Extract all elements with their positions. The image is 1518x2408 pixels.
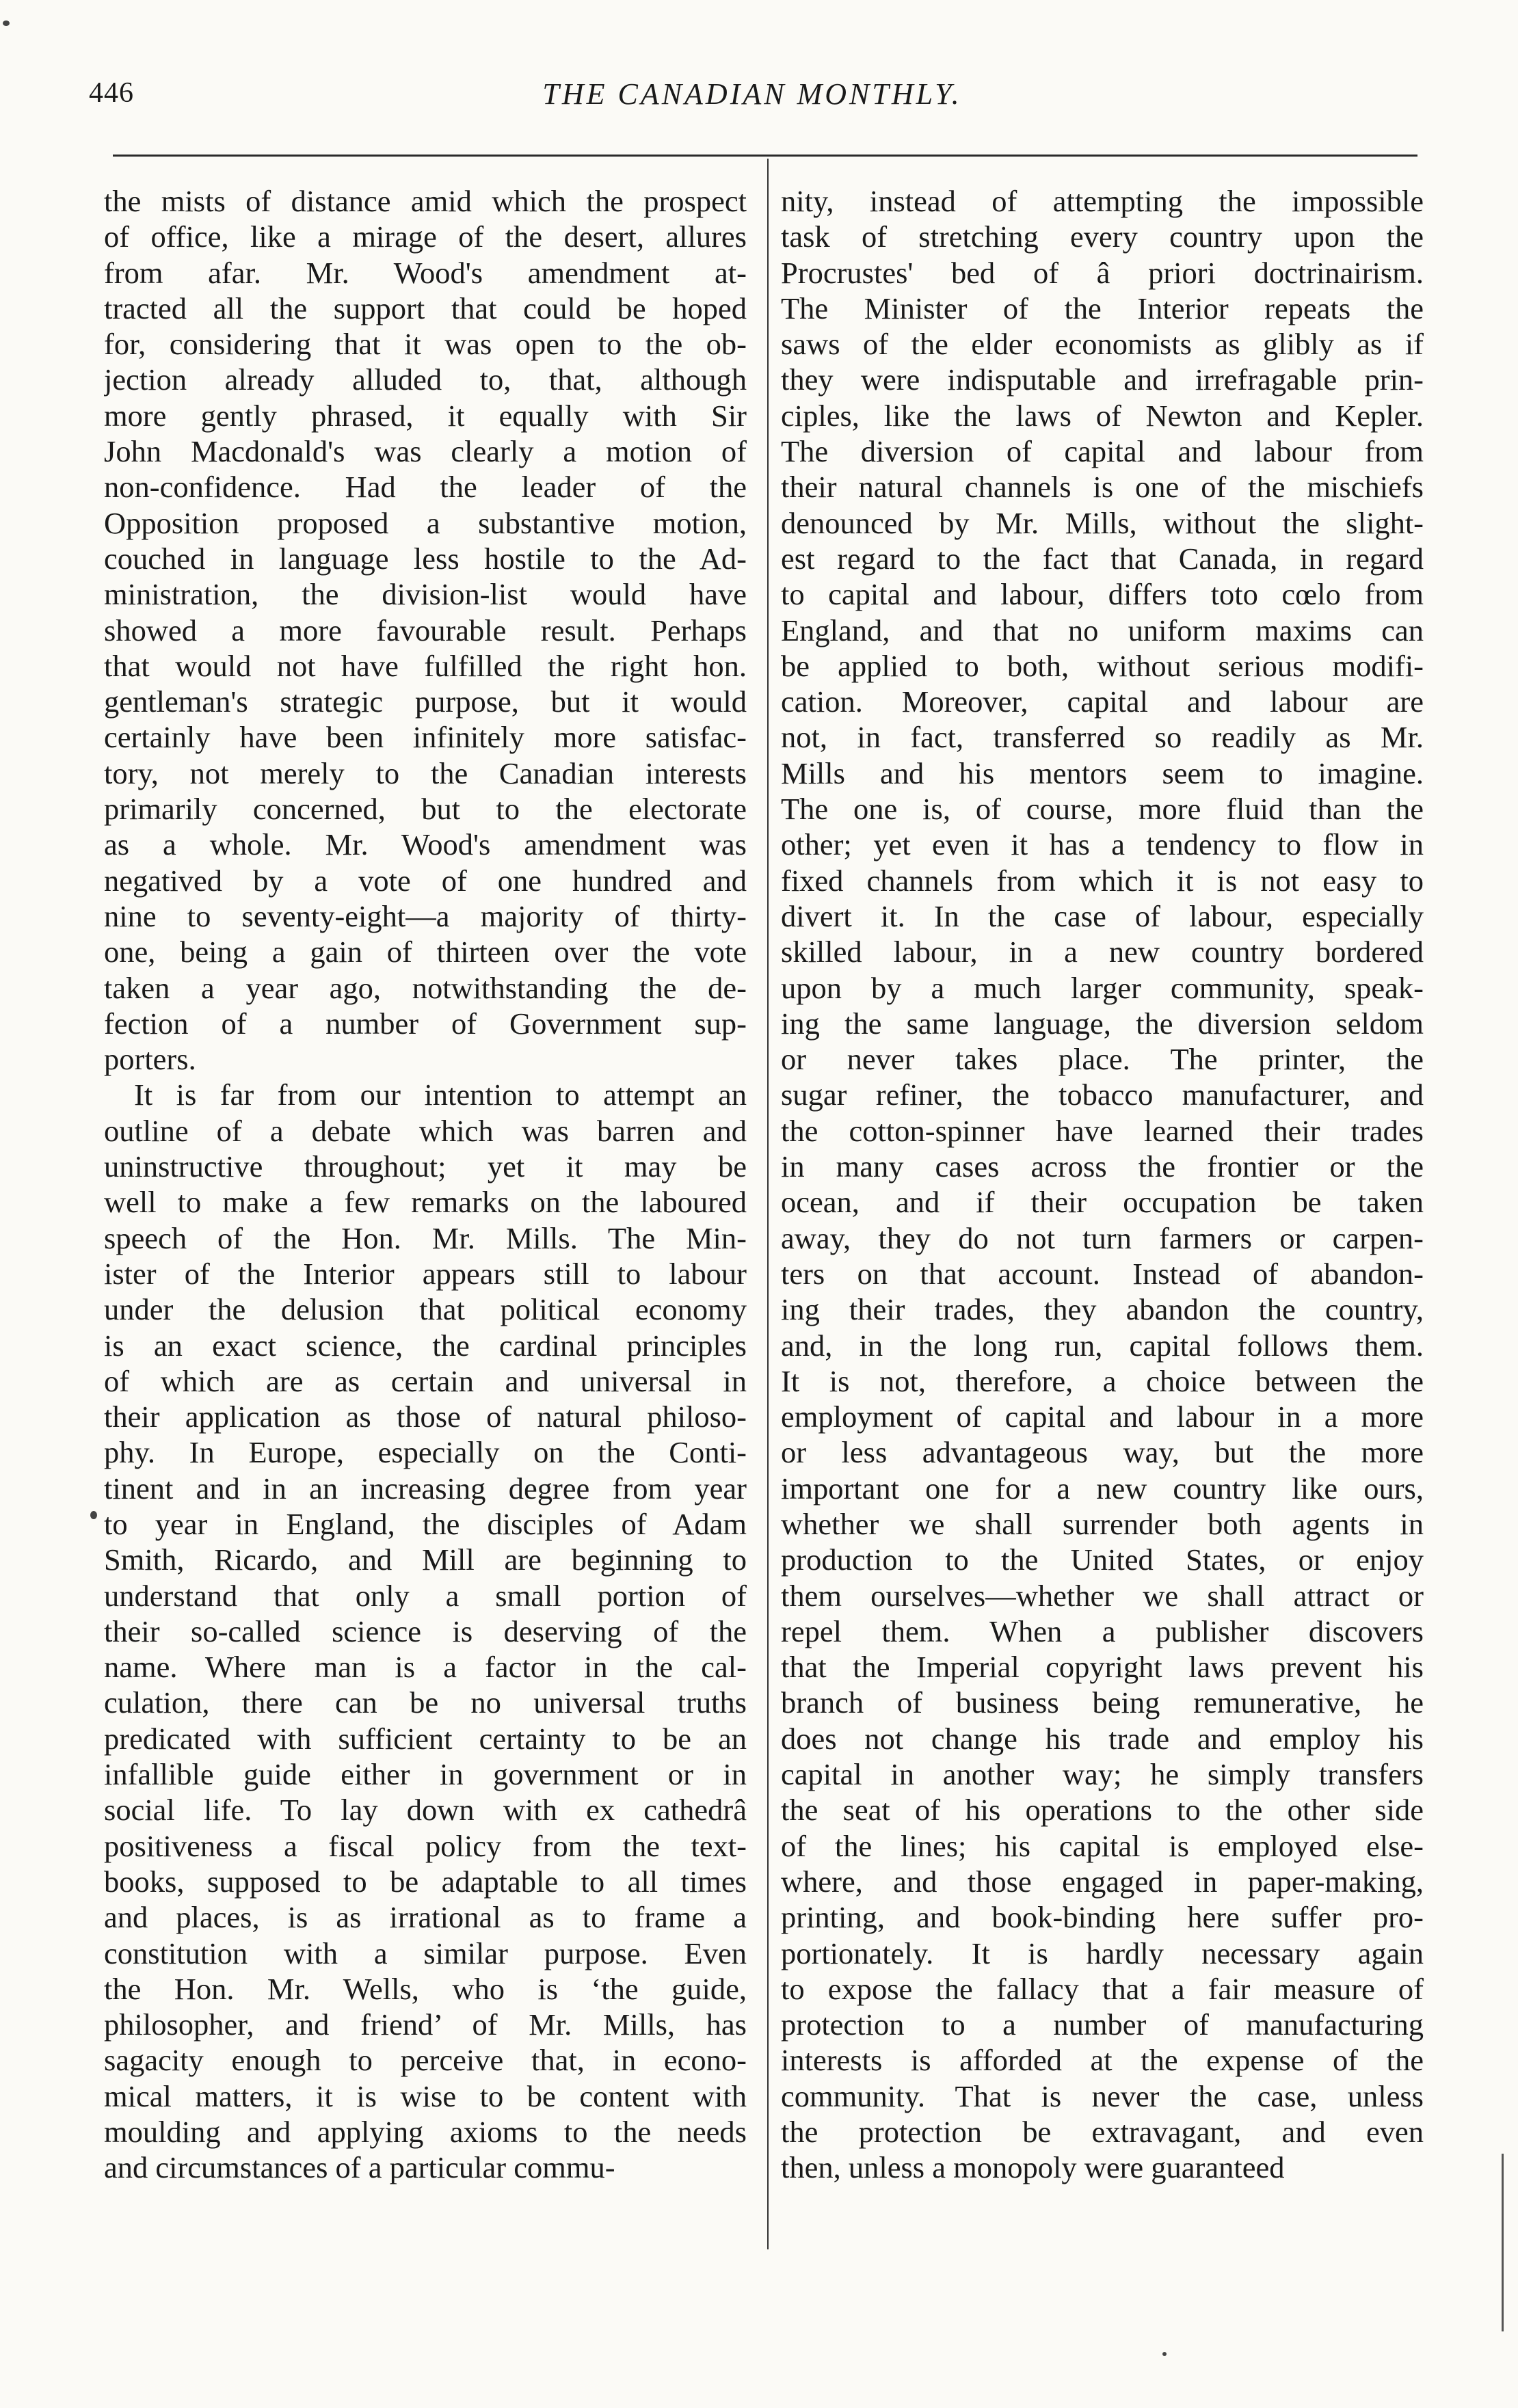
running-title: THE CANADIAN MONTHLY.	[542, 77, 962, 111]
text-line: porters.	[104, 1042, 196, 1077]
text-line: capital in another way; he simply transfers	[781, 1757, 1424, 1792]
text-line: their so-called science is deserving of the	[104, 1614, 747, 1648]
text-line: of the lines; his capital is employed else-	[781, 1828, 1424, 1863]
text-line: certainly have been infinitely more satisfac-	[104, 720, 747, 755]
text-line: the protection be extravagant, and even	[781, 2115, 1424, 2150]
text-line: fixed channels from which it is not easy to	[781, 863, 1424, 898]
text-line: ocean, and if their occupation be taken	[781, 1185, 1424, 1220]
text-line: tory, not merely to the Canadian interests	[104, 755, 747, 790]
text-line: other; yet even it has a tendency to flow in	[781, 827, 1424, 862]
text-line: social life. To lay down with ex cathedrâ	[104, 1793, 747, 1828]
text-line: denounced by Mr. Mills, without the slight-	[781, 505, 1424, 540]
text-line: ister of the Interior appears still to labour	[104, 1256, 747, 1291]
text-line: cation. Moreover, capital and labour are	[781, 684, 1424, 719]
text-line: John Macdonald's was clearly a motion of	[104, 434, 747, 469]
text-line: divert it. In the case of labour, especially	[781, 898, 1424, 933]
text-line: important one for a new country like ours,	[781, 1471, 1424, 1506]
text-line: printing, and book-binding here suffer pro-	[781, 1900, 1424, 1935]
text-line: The diversion of capital and labour from	[781, 434, 1424, 469]
text-line: mical matters, it is wise to be content with	[104, 2078, 747, 2113]
text-line: to capital and labour, differs toto cœlo from	[781, 577, 1424, 612]
text-line: away, they do not turn farmers or carpen-	[781, 1220, 1424, 1255]
text-line: The Minister of the Interior repeats the	[781, 291, 1424, 325]
text-line: ciples, like the laws of Newton and Kepler.	[781, 398, 1424, 433]
left-column	[104, 183, 747, 2186]
text-line: ministration, the division-list would have	[104, 577, 747, 612]
text-line: as a whole. Mr. Wood's amendment was	[104, 827, 747, 862]
text-line: England, and that no uniform maxims can	[781, 613, 1424, 647]
text-line: Opposition proposed a substantive motion,	[104, 505, 747, 540]
text-line: of which are as certain and universal in	[104, 1363, 747, 1398]
text-line: the seat of his operations to the other side	[781, 1793, 1424, 1828]
text-line: they were indisputable and irrefragable prin-	[781, 362, 1424, 397]
text-line: outline of a debate which was barren and	[104, 1113, 747, 1148]
right-column	[781, 183, 1424, 2186]
text-line: infallible guide either in government or in	[104, 1757, 747, 1792]
text-line: The one is, of course, more fluid than the	[781, 792, 1424, 827]
text-line: speech of the Hon. Mr. Mills. The Min-	[104, 1220, 747, 1255]
text-line: It is not, therefore, a choice between the	[781, 1363, 1424, 1398]
text-line: branch of business being remunerative, he	[781, 1685, 1424, 1720]
text-line: employment of capital and labour in a more	[781, 1400, 1424, 1434]
text-line: couched in language less hostile to the Ad-	[104, 541, 747, 576]
text-line: the cotton-spinner have learned their trades	[781, 1113, 1424, 1148]
text-line: or never takes place. The printer, the	[781, 1042, 1424, 1077]
text-line: interests is afforded at the expense of the	[781, 2043, 1424, 2078]
text-line: sugar refiner, the tobacco manufacturer, and	[781, 1078, 1424, 1112]
text-line: from afar. Mr. Wood's amendment at-	[104, 255, 747, 290]
print-speck	[1502, 2154, 1504, 2331]
text-line: showed a more favourable result. Perhaps	[104, 613, 747, 647]
text-line: nity, instead of attempting the impossible	[781, 184, 1424, 218]
text-line: one, being a gain of thirteen over the vote	[104, 935, 747, 969]
text-line: books, supposed to be adaptable to all times	[104, 1864, 747, 1899]
print-speck	[90, 1511, 97, 1519]
text-line: moulding and applying axioms to the needs	[104, 2115, 747, 2150]
text-line: skilled labour, in a new country bordered	[781, 935, 1424, 969]
text-line: Mills and his mentors seem to imagine.	[781, 755, 1424, 790]
text-line: philosopher, and friend’ of Mr. Mills, has	[104, 2007, 747, 2042]
text-line: phy. In Europe, especially on the Conti-	[104, 1435, 747, 1470]
text-line: to year in England, the disciples of Adam	[104, 1506, 747, 1541]
text-line: task of stretching every country upon the	[781, 219, 1424, 254]
text-line: Smith, Ricardo, and Mill are beginning to	[104, 1542, 747, 1577]
text-line: upon by a much larger community, speak-	[781, 970, 1424, 1005]
text-line: then, unless a monopoly were guaranteed	[781, 2150, 1285, 2185]
text-line: is an exact science, the cardinal principles	[104, 1328, 747, 1363]
text-line: It is far from our intention to attempt an	[134, 1078, 747, 1112]
text-line: or less advantageous way, but the more	[781, 1435, 1424, 1470]
text-line: production to the United States, or enjoy	[781, 1542, 1424, 1577]
text-line: in many cases across the frontier or the	[781, 1149, 1424, 1184]
text-line: ing the same language, the diversion seldom	[781, 1006, 1424, 1041]
text-line: negatived by a vote of one hundred and	[104, 863, 747, 898]
text-line: predicated with sufficient certainty to be an	[104, 1721, 747, 1756]
text-line: well to make a few remarks on the laboured	[104, 1185, 747, 1220]
text-line: Procrustes' bed of â priori doctrinairism.	[781, 255, 1424, 290]
text-line: jection already alluded to, that, although	[104, 362, 747, 397]
text-line: be applied to both, without serious modifi-	[781, 648, 1424, 683]
text-line: that would not have fulfilled the right hon.	[104, 648, 747, 683]
text-line: does not change his trade and employ his	[781, 1721, 1424, 1756]
text-line: non-confidence. Had the leader of the	[104, 470, 747, 505]
text-line: of office, like a mirage of the desert, allures	[104, 219, 747, 254]
text-line: est regard to the fact that Canada, in regard	[781, 541, 1424, 576]
text-line: their application as those of natural philoso-	[104, 1400, 747, 1434]
text-line: and places, is as irrational as to frame a	[104, 1900, 747, 1935]
text-line: gentleman's strategic purpose, but it would	[104, 684, 747, 719]
text-line: fection of a number of Government sup-	[104, 1006, 747, 1041]
text-line: their natural channels is one of the mischiefs	[781, 470, 1424, 505]
text-line: primarily concerned, but to the electorate	[104, 792, 747, 827]
text-line: name. Where man is a factor in the cal-	[104, 1650, 747, 1685]
text-line: positiveness a fiscal policy from the text-	[104, 1828, 747, 1863]
text-line: portionately. It is hardly necessary again	[781, 1936, 1424, 1970]
text-line: taken a year ago, notwithstanding the de-	[104, 970, 747, 1005]
text-line: the Hon. Mr. Wells, who is ‘the guide,	[104, 1971, 747, 2006]
column-divider	[767, 159, 769, 2249]
text-line: culation, there can be no universal truths	[104, 1685, 747, 1720]
text-line: understand that only a small portion of	[104, 1578, 747, 1613]
text-line: under the delusion that political economy	[104, 1292, 747, 1327]
text-line: constitution with a similar purpose. Even	[104, 1936, 747, 1970]
text-line: protection to a number of manufacturing	[781, 2007, 1424, 2042]
header-rule	[113, 155, 1417, 157]
print-speck	[1162, 2352, 1167, 2356]
text-line: where, and those engaged in paper-making,	[781, 1864, 1424, 1899]
text-line: ters on that account. Instead of abandon-	[781, 1256, 1424, 1291]
page-number: 446	[89, 77, 134, 109]
text-line: repel them. When a publisher discovers	[781, 1614, 1424, 1648]
text-line: them ourselves—whether we shall attract or	[781, 1578, 1424, 1613]
text-line: and circumstances of a particular commu-	[104, 2150, 615, 2185]
text-line: the mists of distance amid which the prospect	[104, 184, 747, 218]
text-line: tinent and in an increasing degree from year	[104, 1471, 747, 1506]
text-line: saws of the elder economists as glibly as if	[781, 327, 1424, 362]
text-line: that the Imperial copyright laws prevent his	[781, 1650, 1424, 1685]
text-line: ing their trades, they abandon the country,	[781, 1292, 1424, 1327]
text-line: and, in the long run, capital follows them.	[781, 1328, 1424, 1363]
text-line: not, in fact, transferred so readily as Mr.	[781, 720, 1424, 755]
text-line: sagacity enough to perceive that, in econo-	[104, 2043, 747, 2078]
text-line: whether we shall surrender both agents in	[781, 1506, 1424, 1541]
text-line: uninstructive throughout; yet it may be	[104, 1149, 747, 1184]
text-line: to expose the fallacy that a fair measure of	[781, 1971, 1424, 2006]
text-line: more gently phrased, it equally with Sir	[104, 398, 747, 433]
text-line: for, considering that it was open to the ob-	[104, 327, 747, 362]
text-line: tracted all the support that could be hoped	[104, 291, 747, 325]
text-line: nine to seventy-eight—a majority of thirty-	[104, 898, 747, 933]
text-line: community. That is never the case, unless	[781, 2078, 1424, 2113]
print-speck	[3, 21, 10, 26]
